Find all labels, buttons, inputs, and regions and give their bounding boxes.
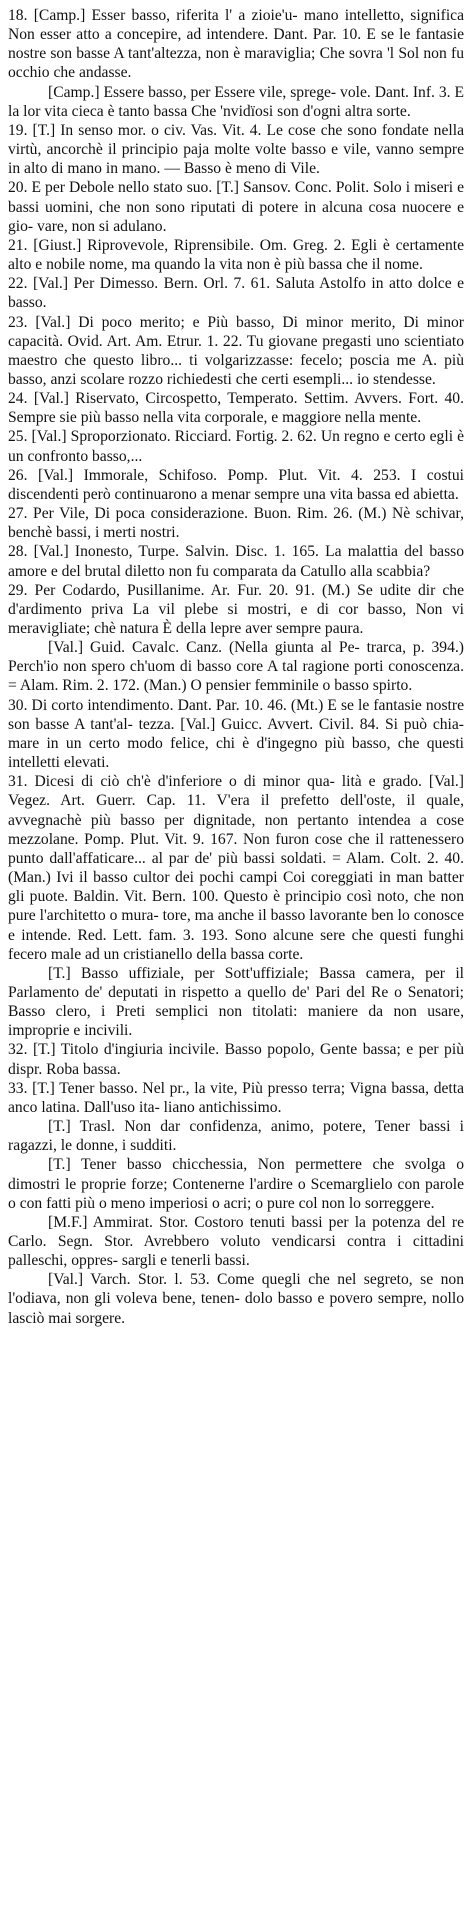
entry-29-text: 29. Per Codardo, Pusillanime. Ar. Fur. 20. 91. (M.) Se udite dir che d'ardimento priva La vil plebe si mostri, e di cor basso, Non vi meravigliate; chè natura È della lepre aver sempre paura.: [8, 581, 464, 637]
entry-23-text: 23. [Val.] Di poco merito; e Più basso, Di minor merito, Di minor capacità. Ovid. Art. Am. Etrur. 1. 22. Tu giovane pregasti uno scientiato maestro che questo libro... ti volgarizzasse: fecelo; poscia me A. più basso, anzi scolare rozzo richiedesti che certi esempli... io stendesse.: [8, 313, 464, 388]
entry-18-note-text: [Camp.] Essere basso, per Essere vile, sprege- vole. Dant. Inf. 3. E la lor vita cieca è tanto bassa Che 'nvidïosi son d'ogni altra sorte.: [8, 83, 464, 120]
entry-21: [8, 236, 464, 274]
entry-33-note-4: [8, 1270, 464, 1327]
entry-33-note-3-text: [M.F.] Ammirat. Stor. Costoro tenuti bassi per la potenza del re Carlo. Segn. Stor. Avrebbero voluto vendicarsi contra i cittadini palleschi, oppres- sargli e tenerli bassi.: [8, 1213, 464, 1270]
entry-18-note: [8, 83, 464, 121]
entry-30: [8, 696, 464, 773]
entry-31-text: 31. Dicesi di ciò ch'è d'inferiore o di minor qua- lità e grado. [Val.] Vegez. Art. Guerr. Cap. 11. V'era il prefetto dell'oste, il quale, avvegnachè più basso per dignitade, non pertanto intendea a cose mezzolane. Pomp. Plut. Vit. 9. 167. Non furon cose che il rattenessero punto dall'affaticare... al par de' più bassi soldati. = Alam. Colt. 2. 40. (Man.) Ivi il basso cultor dei pochi campi Coi coreggiati in man batter gli puote. Baldin. Vit. Bern. 100. Questo è principio così noto, che non pure l'architetto o mura- tore, ma anche il basso lavorante ben lo conosce e intende. Red. Lett. fam. 3. 193. Sono alcune sere che questi funghi fecero male ad un cristianello della bassa corte.: [8, 773, 464, 963]
entry-23: [8, 313, 464, 390]
entry-31-note: [8, 964, 464, 1041]
entry-31-note-text: [T.] Basso uffiziale, per Sott'uffiziale; Bassa camera, per il Parlamento de' deputati in rispetto a quello de' Pari del Re o Senatori; Basso clero, i Preti semplici non titolati: maniere da non usare, improprie e incivili.: [8, 964, 464, 1040]
entry-29-note-text: [Val.] Guid. Cavalc. Canz. (Nella giunta al Pe- trarca, p. 394.) Perch'io non spero ch'uom di basso core A tal ragione porti conoscenza. = Alam. Rim. 2. 172. (Man.) O pensier femminile o basso spirto.: [8, 639, 464, 695]
entry-26: [8, 466, 464, 504]
entry-29: [8, 581, 464, 638]
entry-33-note-2-text: [T.] Tener basso chicchessia, Non permettere che svolga o dimostri le proprie forze; Contenerne l'ardire o Scemarglielo con parole o con fatti più o meno imperiosi o acri; o pure col non lo sorreggere.: [8, 1156, 464, 1212]
entry-28: [8, 542, 464, 580]
entry-18-text: 18. [Camp.] Esser basso, riferita l' a zioie'u- mano intelletto, significa Non esser atto a concepire, ad intendere. Dant. Par. 10. E se le fantasie nostre son basse A tant'altezza, non è maraviglia; Che sovra 'l Sol non fu occhio che andasse.: [8, 7, 464, 82]
entry-32: [8, 1040, 464, 1078]
entry-22: [8, 274, 464, 312]
entry-20-text: 20. E per Debole nello stato suo. [T.] Sansov. Conc. Polit. Solo i miseri e bassi uomini, che non sono riputati di potere in alcuna cosa nuocere e gio- vare, non si adulano.: [8, 179, 464, 235]
entry-20: [8, 178, 464, 235]
entry-21-text: 21. [Giust.] Riprovevole, Riprensibile. Om. Greg. 2. Egli è certamente alto e nobile nome, ma quando la vita non è più bassa che il nome.: [8, 236, 464, 274]
entry-27: [8, 504, 464, 542]
entry-19-text: 19. [T.] In senso mor. o civ. Vas. Vit. 4. Le cose che sono fondate nella virtù, ancorchè il principio paja molte volte basso e vile, vanno sempre in alto di mano in mano. — Basso è meno di Vile.: [8, 121, 464, 178]
entry-27-text: 27. Per Vile, Di poca considerazione. Buon. Rim. 26. (M.) Nè schivar, benchè bassi, i merti nostri.: [8, 505, 464, 542]
entry-33-text: 33. [T.] Tener basso. Nel pr., la vite, Più presso terra; Vigna bassa, detta anco latina. Dall'uso ita- liano antichissimo.: [8, 1079, 464, 1116]
entry-18: [8, 6, 464, 83]
entry-32-text: 32. [T.] Titolo d'ingiuria incivile. Basso popolo, Gente bassa; e per più dispr. Roba bassa.: [8, 1041, 464, 1078]
entry-33: [8, 1079, 464, 1117]
entry-33-note-1: [8, 1117, 464, 1155]
entry-22-text: 22. [Val.] Per Dimesso. Bern. Orl. 7. 61. Saluta Astolfo in atto dolce e basso.: [8, 275, 464, 312]
entry-33-note-3: [8, 1213, 464, 1270]
entry-25: [8, 427, 464, 465]
entry-24-text: 24. [Val.] Riservato, Circospetto, Temperato. Settim. Avvers. Fort. 40. Sempre sie più basso nella vita corporale, e maggiore nella mente.: [8, 390, 464, 427]
entry-29-note: [8, 638, 464, 695]
entry-31: [8, 772, 464, 964]
entry-30-text: 30. Di corto intendimento. Dant. Par. 10. 46. (Mt.) E se le fantasie nostre son basse A tant'al- tezza. [Val.] Guicc. Avvert. Civil. 84. Si può chia- mare in un certo modo felice, chi è d'ingegno più basso, che questi intelletti elevati.: [8, 696, 464, 772]
entry-25-text: 25. [Val.] Sproporzionato. Ricciard. Fortig. 2. 62. Un regno e certo egli è un confronto basso,...: [8, 428, 464, 465]
entry-28-text: 28. [Val.] Inonesto, Turpe. Salvin. Disc. 1. 165. La malattia del basso amore e del brutal diletto non fu comparata da Catullo alla scabbia?: [8, 543, 464, 580]
entry-33-note-4-text: [Val.] Varch. Stor. l. 53. Come quegli che nel segreto, se non l'odiava, non gli voleva bene, tenen- dolo basso e povero sempre, nollo lasciò mai sorgere.: [8, 1271, 464, 1327]
entry-19: [8, 121, 464, 178]
entry-33-note-1-text: [T.] Trasl. Non dar confidenza, animo, potere, Tener bassi i ragazzi, le donne, i sudditi.: [8, 1118, 464, 1155]
entry-24: [8, 389, 464, 427]
entry-33-note-2: [8, 1155, 464, 1212]
entry-26-text: 26. [Val.] Immorale, Schifoso. Pomp. Plut. Vit. 4. 253. I costui discendenti però continuarono a menar sempre una vita bassa ed abietta.: [8, 466, 464, 503]
